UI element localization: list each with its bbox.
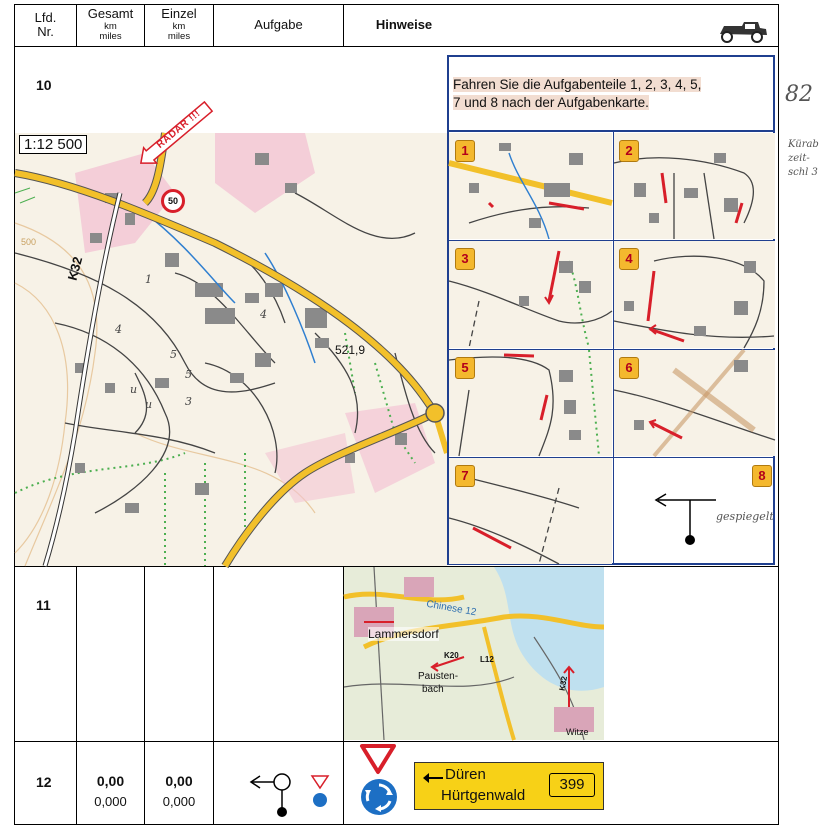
instruction-line-1: Fahren Sie die Aufgabenteile 1, 2, 3, 4, 5, xyxy=(453,77,702,92)
row11-overview-map xyxy=(344,567,604,740)
roundabout-diagram-icon xyxy=(246,760,336,820)
road-k20: K20 xyxy=(444,651,459,660)
turn-left-diagram-icon xyxy=(650,492,720,550)
handwritten-note-spiegelt: gespiegelt xyxy=(716,510,774,523)
handwritten-note-82: 82 xyxy=(785,82,813,107)
panel-badge-5: 5 xyxy=(455,357,475,379)
svg-text:1: 1 xyxy=(145,273,152,286)
row12-gesamt-km: 0,00 xyxy=(96,773,125,789)
svg-text:4: 4 xyxy=(260,308,267,321)
svg-text:u: u xyxy=(145,398,153,411)
header-einzel xyxy=(145,4,213,46)
road-k32-overview: K32 xyxy=(557,675,570,692)
panel-badge-1: 1 xyxy=(455,140,475,162)
header-aufgabe xyxy=(214,4,343,46)
place-lammersdorf: Lammersdorf xyxy=(368,627,439,641)
row10-number: 10 xyxy=(36,77,52,93)
panel-badge-2: 2 xyxy=(619,140,639,162)
header-einzel-label: Einzel xyxy=(161,6,197,22)
row12-einzel-miles: 0,000 xyxy=(162,794,196,809)
instruction-text xyxy=(453,76,771,112)
left-arrow-icon xyxy=(421,771,443,785)
header-gesamt-label: Gesamt xyxy=(87,6,134,22)
direction-sign xyxy=(414,762,604,810)
place-witze: Witze xyxy=(566,727,589,737)
header-hinweise-label: Hinweise xyxy=(375,16,433,32)
grid-line-right xyxy=(778,4,779,825)
header-einzel-miles: miles xyxy=(167,31,191,43)
instruction-divider xyxy=(447,130,775,132)
sign-destination-2: Hürtgenwald xyxy=(441,787,526,804)
grid-col-3-lower xyxy=(213,566,214,825)
panel-badge-7: 7 xyxy=(455,465,475,487)
grid-line-row11-bottom xyxy=(14,741,779,742)
grid-line-bottom xyxy=(14,824,779,825)
svg-text:4: 4 xyxy=(115,323,122,336)
header-aufgabe-label: Aufgabe xyxy=(254,16,303,32)
row11-number: 11 xyxy=(36,597,51,613)
place-paustenbach-2: bach xyxy=(422,684,444,695)
panel-badge-8: 8 xyxy=(752,465,772,487)
svg-text:5: 5 xyxy=(170,348,177,361)
map-scale-label: 1:12 500 xyxy=(19,135,87,154)
header-gesamt xyxy=(77,4,144,46)
speed-limit-sign xyxy=(161,189,185,213)
instruction-line-2: 7 und 8 nach der Aufgabenkarte. xyxy=(453,95,649,110)
svg-text:3: 3 xyxy=(185,395,192,408)
header-gesamt-miles: miles xyxy=(99,31,122,43)
elevation-label: 521,9 xyxy=(335,343,366,357)
panel-badge-4: 4 xyxy=(619,248,639,270)
row12-gesamt-miles: 0,000 xyxy=(94,794,127,809)
road-l12: L12 xyxy=(480,655,494,664)
place-chinese: Chinese 12 xyxy=(425,598,478,619)
svg-text:u: u xyxy=(130,383,138,396)
header-einzel-km: km xyxy=(172,20,186,32)
overview-map-graphic xyxy=(344,567,604,740)
svg-text:5: 5 xyxy=(185,368,192,381)
header-lfd-nr xyxy=(15,4,76,46)
row10-main-map xyxy=(15,108,447,566)
header-lfd-line2: Nr. xyxy=(37,24,54,39)
header-lfd-line1: Lfd. xyxy=(34,9,57,25)
speed-limit-value: 50 xyxy=(167,196,178,206)
road-label-k32: K32 xyxy=(64,255,86,282)
sign-route-number: 399 xyxy=(549,773,595,797)
header-gesamt-km: km xyxy=(104,20,117,32)
row12-number: 12 xyxy=(36,774,52,790)
place-paustenbach-1: Pausten- xyxy=(418,671,459,682)
roundabout-sign-icon xyxy=(360,778,398,816)
contour-label: 500 xyxy=(21,237,37,247)
main-map-graphic xyxy=(15,133,447,566)
panel-badge-6: 6 xyxy=(619,357,639,379)
header-hinweise xyxy=(344,4,464,46)
panel-badge-3: 3 xyxy=(455,248,475,270)
handwritten-note-side: Kürab zeit- schl 3 xyxy=(788,139,819,178)
grid-line-header-bottom xyxy=(14,46,779,47)
row12-einzel-km: 0,00 xyxy=(165,773,193,789)
sign-destination-1: Düren xyxy=(445,766,486,783)
radar-label: RADAR !!! xyxy=(154,108,203,151)
yield-sign-icon xyxy=(360,744,396,774)
vintage-car-icon xyxy=(714,18,770,44)
